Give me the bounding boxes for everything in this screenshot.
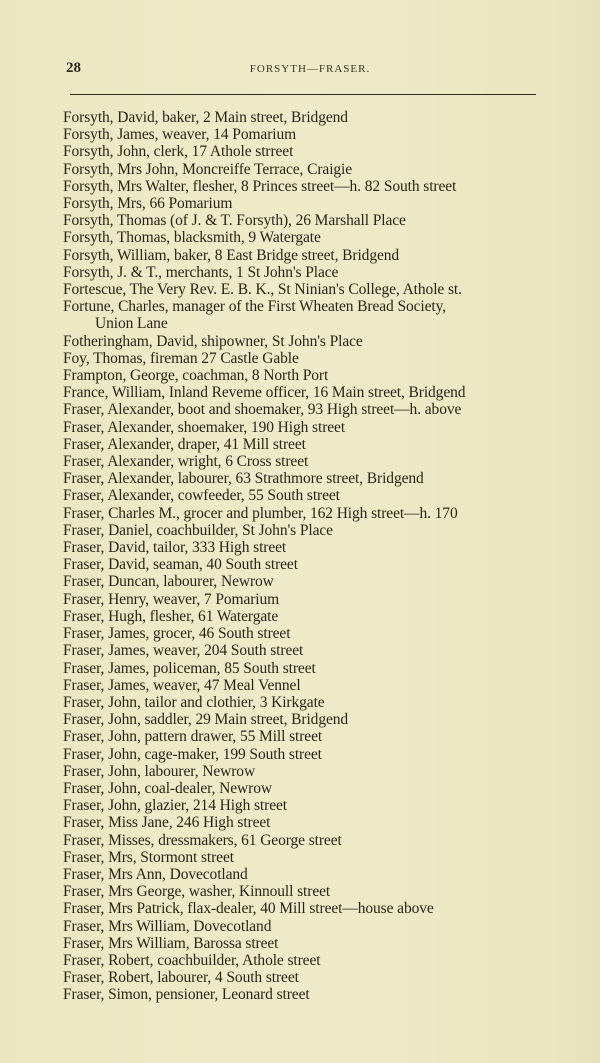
- directory-entry: Fraser, Alexander, cowfeeder, 55 South street: [63, 487, 340, 505]
- directory-entry: Forsyth, David, baker, 2 Main street, Bridgend: [63, 109, 348, 126]
- page-number: 28: [66, 60, 81, 76]
- directory-entry: Fraser, John, saddler, 29 Main street, Bridgend: [63, 711, 349, 729]
- directory-entry: Frampton, George, coachman, 8 North Port: [63, 367, 329, 385]
- directory-entry: Foy, Thomas, fireman 27 Castle Gable: [63, 349, 299, 367]
- directory-entry: Fraser, Hugh, flesher, 61 Watergate: [63, 607, 279, 625]
- directory-entry: Fraser, Mrs William, Dovecotland: [63, 917, 272, 935]
- directory-entry: Fraser, James, weaver, 47 Meal Vennel: [63, 676, 301, 694]
- directory-entry: Fotheringham, David, shipowner, St John's Place: [63, 332, 363, 350]
- directory-entries: [63, 109, 563, 1004]
- directory-entry: Fraser, Mrs Patrick, flax-dealer, 40 Mill street—house above: [63, 900, 434, 918]
- directory-entry: Fortescue, The Very Rev. E. B. K., St Ninian's College, Athole st.: [63, 281, 462, 299]
- directory-entry: Fraser, Misses, dressmakers, 61 George street: [63, 831, 342, 849]
- directory-entry: Fraser, Robert, labourer, 4 South street: [63, 969, 299, 987]
- directory-entry: Forsyth, Mrs John, Moncreiffe Terrace, Craigie: [63, 160, 353, 178]
- directory-entry: Fraser, Alexander, shoemaker, 190 High street: [63, 418, 346, 436]
- directory-entry-continuation: Union Lane: [95, 315, 168, 333]
- directory-entry: Fraser, John, pattern drawer, 55 Mill street: [63, 728, 323, 746]
- directory-entry: Forsyth, Thomas, blacksmith, 9 Watergate: [63, 229, 321, 247]
- directory-entry: Fraser, David, tailor, 333 High street: [63, 539, 287, 557]
- directory-entry: Fraser, Alexander, boot and shoemaker, 93 High street—h. above: [63, 401, 462, 419]
- directory-entry: Fraser, Mrs, Stormont street: [63, 848, 234, 866]
- directory-entry: Fortune, Charles, manager of the First Wheaten Bread Society,: [63, 298, 447, 316]
- directory-entry: Fraser, Mrs George, washer, Kinnoull street: [63, 883, 331, 901]
- directory-entry: Fraser, Alexander, wright, 6 Cross street: [63, 453, 309, 471]
- directory-entry: Forsyth, Thomas (of J. & T. Forsyth), 26 Marshall Place: [63, 212, 406, 230]
- directory-entry: Fraser, James, weaver, 204 South street: [63, 642, 304, 660]
- directory-entry: Fraser, Daniel, coachbuilder, St John's Place: [63, 521, 333, 539]
- directory-entry: Fraser, James, grocer, 46 South street: [63, 625, 291, 643]
- directory-entry: Fraser, Alexander, labourer, 63 Strathmore street, Bridgend: [63, 470, 424, 488]
- directory-entry: Fraser, Mrs Ann, Dovecotland: [63, 865, 248, 883]
- directory-entry: Fraser, John, cage-maker, 199 South street: [63, 745, 322, 763]
- directory-entry: Forsyth, J. & T., merchants, 1 St John's Place: [63, 263, 339, 281]
- directory-entry: Fraser, Duncan, labourer, Newrow: [63, 573, 274, 591]
- directory-entry: Forsyth, William, baker, 8 East Bridge street, Bridgend: [63, 246, 400, 264]
- directory-entry: Fraser, Miss Jane, 246 High street: [63, 814, 271, 832]
- directory-entry: Fraser, John, glazier, 214 High street: [63, 797, 287, 815]
- directory-entry: Fraser, John, coal-dealer, Newrow: [63, 779, 272, 797]
- directory-entry: Fraser, John, tailor and clothier, 3 Kirkgate: [63, 693, 325, 711]
- directory-entry: France, William, Inland Reveme officer, 16 Main street, Bridgend: [63, 384, 466, 402]
- running-head: FORSYTH—FRASER.: [249, 63, 371, 75]
- directory-entry: Fraser, David, seaman, 40 South street: [63, 556, 298, 574]
- directory-entry: Fraser, Simon, pensioner, Leonard street: [63, 986, 310, 1004]
- directory-entry: Forsyth, John, clerk, 17 Athole strreet: [63, 143, 294, 161]
- header-rule: [70, 94, 536, 95]
- directory-entry: Fraser, Mrs William, Barossa street: [63, 934, 279, 952]
- directory-entry: Fraser, Charles M., grocer and plumber, 162 High street—h. 170: [63, 504, 458, 522]
- directory-entry: Fraser, Robert, coachbuilder, Athole street: [63, 951, 321, 969]
- directory-entry: Forsyth, Mrs Walter, flesher, 8 Princes street—h. 82 South street: [63, 177, 457, 195]
- directory-entry: Fraser, Henry, weaver, 7 Pomarium: [63, 590, 280, 608]
- directory-entry: Fraser, John, labourer, Newrow: [63, 762, 256, 780]
- directory-entry: Forsyth, Mrs, 66 Pomarium: [63, 195, 233, 213]
- directory-entry: Fraser, Alexander, draper, 41 Mill street: [63, 435, 306, 453]
- directory-entry: Forsyth, James, weaver, 14 Pomarium: [63, 126, 297, 144]
- directory-entry: Fraser, James, policeman, 85 South street: [63, 659, 316, 677]
